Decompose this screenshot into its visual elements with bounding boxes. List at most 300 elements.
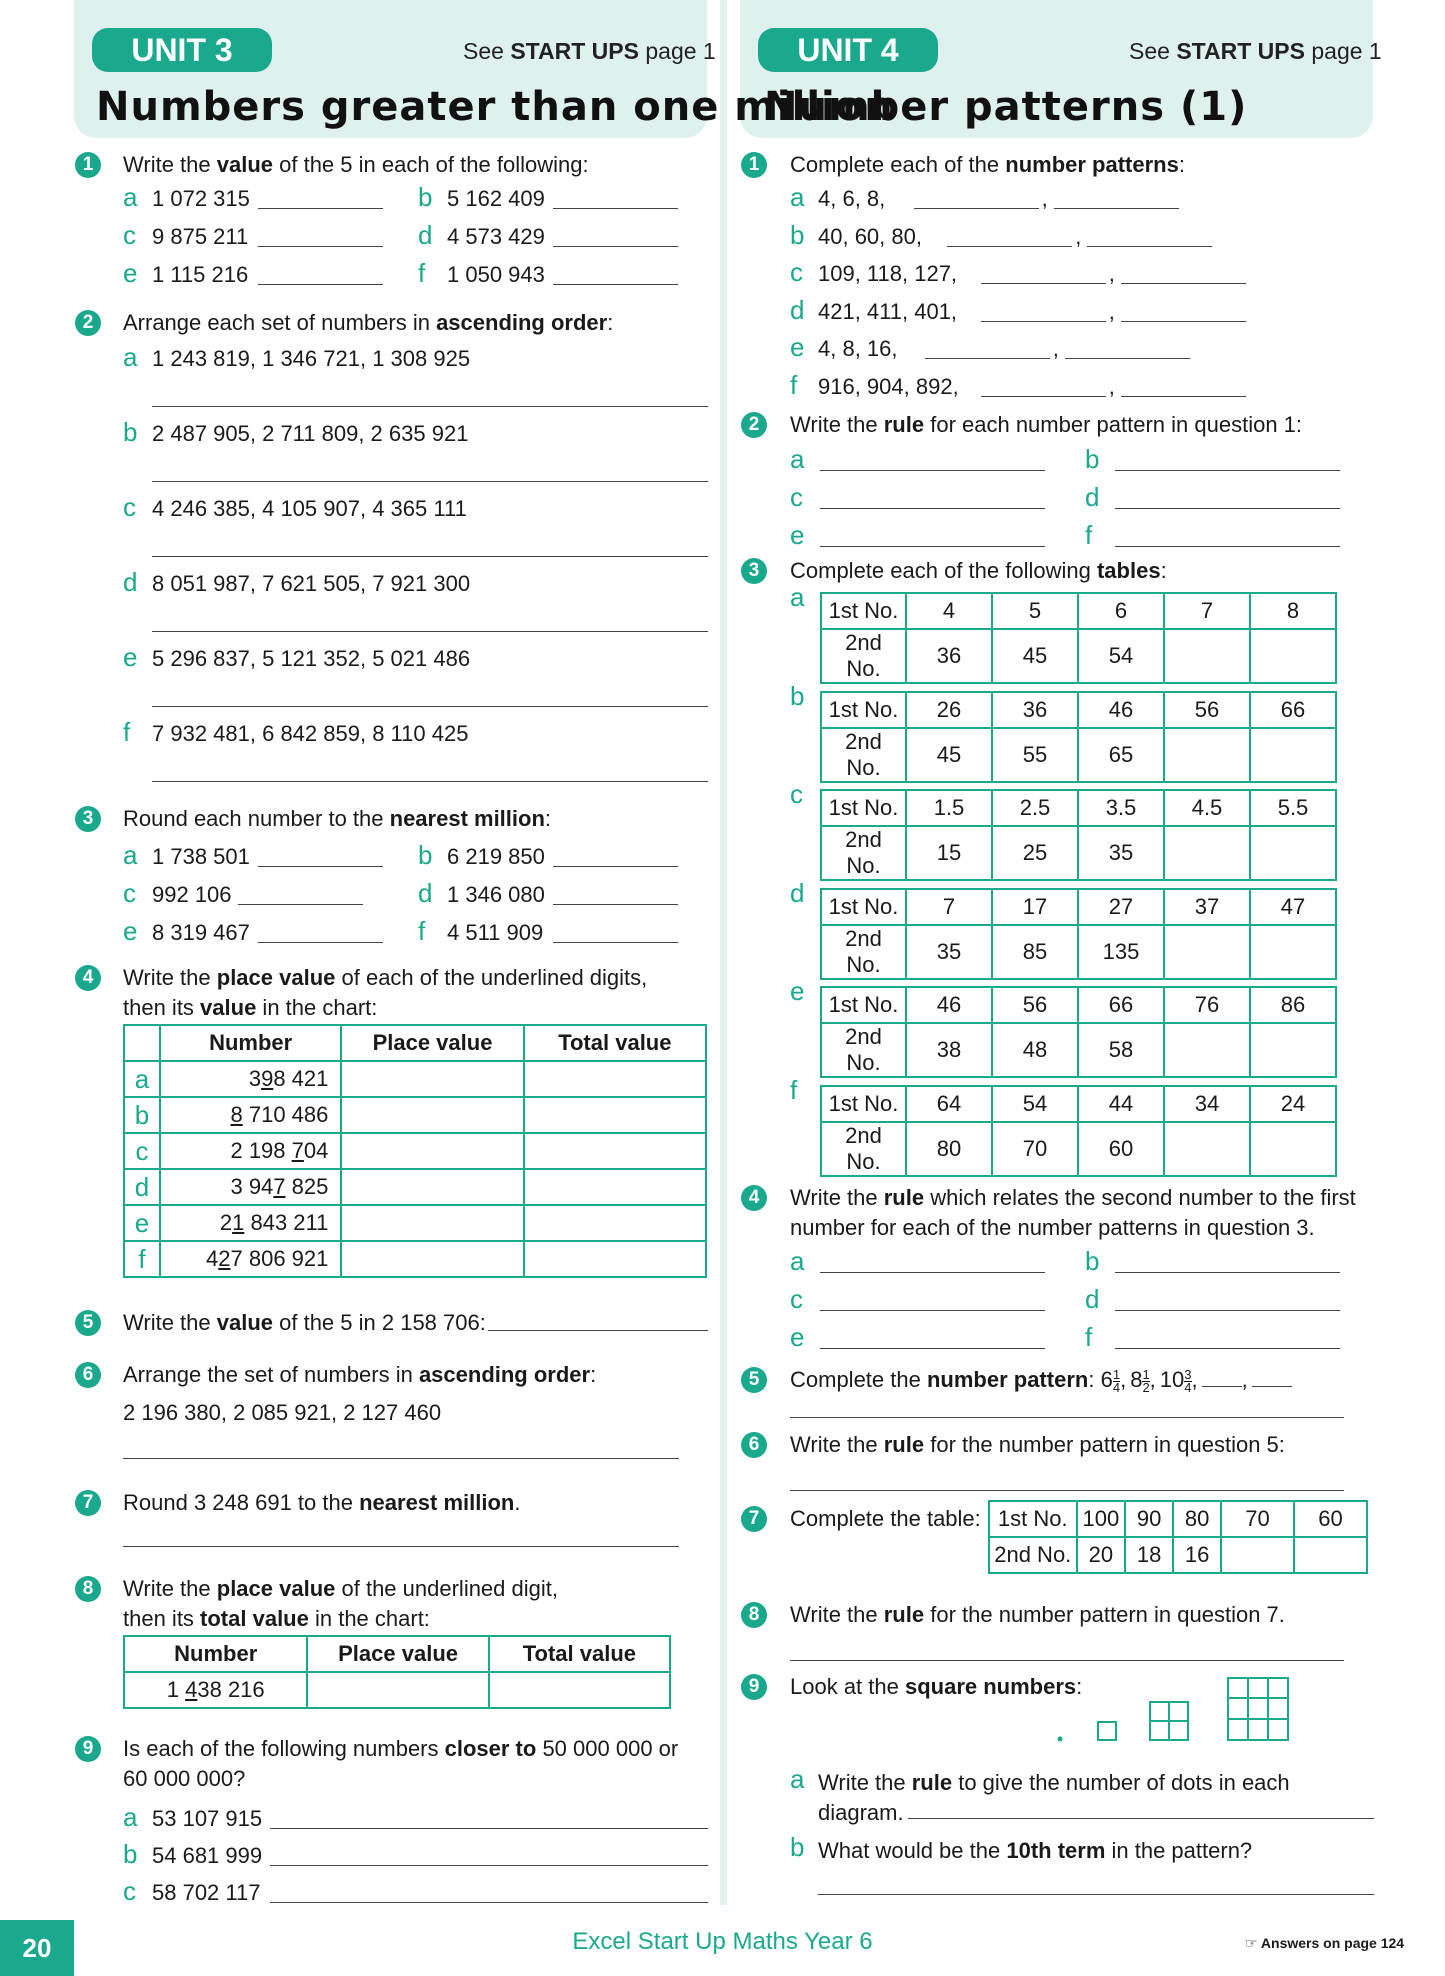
question-text: Complete each of the number patterns:: [790, 152, 1185, 177]
question-text: Write the rule for each number pattern in question 1:: [790, 412, 1303, 437]
number-cell: 1 438 216: [124, 1672, 307, 1708]
question-text: Arrange each set of numbers in ascending order:: [123, 310, 614, 335]
table-row: [989, 1501, 1367, 1537]
value-cell: 24: [1250, 1086, 1336, 1122]
question-text: Write the place value of each of the underlined digits,: [123, 965, 648, 990]
answer-line[interactable]: [258, 284, 383, 285]
number-pattern: 4, 6, 8,: [818, 186, 886, 211]
question-text: then its value in the chart:: [123, 995, 378, 1020]
answer-line[interactable]: [1065, 358, 1190, 359]
value-cell: 45: [906, 728, 992, 782]
item-letter: f: [418, 258, 426, 288]
question-number: 9: [75, 1736, 101, 1762]
answer-line[interactable]: [258, 246, 383, 247]
comma: ,: [1108, 261, 1115, 286]
answer-line[interactable]: [820, 470, 1045, 471]
unit-title: Number patterns (1): [764, 84, 1248, 130]
row-letter: b: [124, 1097, 160, 1133]
table-row: [124, 1133, 706, 1169]
value-cell: 45: [992, 629, 1078, 683]
answer-line[interactable]: [1115, 1310, 1340, 1311]
question-text: Write the place value of the underlined digit,: [123, 1576, 558, 1601]
unit-title: Numbers greater than one million: [96, 84, 894, 130]
question-number: 4: [741, 1185, 767, 1211]
answer-line[interactable]: [123, 1458, 679, 1459]
table-row: [821, 728, 1336, 782]
answer-line[interactable]: [553, 208, 678, 209]
value-cell: 56: [992, 987, 1078, 1023]
fraction: $\frac{3}{4}$: [1184, 1366, 1192, 1395]
item-letter: b: [1085, 444, 1100, 474]
fraction: $\frac{1}{2}$: [1142, 1366, 1150, 1395]
row-letter: c: [124, 1133, 160, 1169]
question-text: then its total value in the chart:: [123, 1606, 430, 1631]
answer-cell[interactable]: [307, 1672, 488, 1708]
answer-cell[interactable]: [1250, 1122, 1336, 1176]
page-number: 20: [0, 1920, 74, 1976]
value-cell: 6: [1078, 593, 1164, 629]
row-letter: d: [124, 1169, 160, 1205]
value-cell: 135: [1078, 925, 1164, 979]
number-cell: 21 843 211: [160, 1205, 341, 1241]
answer-line[interactable]: [1115, 470, 1340, 471]
column-header: Number: [160, 1025, 341, 1061]
table-row: [821, 1086, 1336, 1122]
item-letter: f: [123, 717, 131, 747]
item-letter: b: [123, 417, 138, 447]
answer-line[interactable]: [152, 481, 708, 482]
answer-line[interactable]: [981, 396, 1106, 397]
mixed-number: 10: [1159, 1367, 1185, 1392]
answer-line[interactable]: [820, 1272, 1045, 1273]
value-cell: 38: [906, 1023, 992, 1077]
answer-line[interactable]: [1087, 246, 1212, 247]
comma: ,: [1108, 373, 1115, 399]
value-cell: 80: [906, 1122, 992, 1176]
value-cell: 36: [992, 692, 1078, 728]
value-cell: 7: [906, 889, 992, 925]
table-row: [124, 1061, 706, 1097]
answer-line[interactable]: [981, 321, 1106, 322]
value-cell: 54: [1078, 629, 1164, 683]
item-value: 58 702 117: [152, 1880, 261, 1905]
pointing-hand-icon: ☞: [1245, 1935, 1261, 1951]
item-letter: b: [1085, 1246, 1100, 1276]
item-letter: b: [123, 1839, 138, 1869]
table-row: [821, 1023, 1336, 1077]
item-letter: e: [123, 258, 138, 288]
comma: ,: [1149, 1367, 1156, 1392]
table-row: [821, 889, 1336, 925]
question-text: Look at the square numbers:: [790, 1674, 1083, 1699]
answer-line[interactable]: [820, 508, 1045, 509]
value-cell: 3.5: [1078, 790, 1164, 826]
item-value: 4 573 429: [447, 224, 545, 249]
question-text: Write the rule which relates the second number to the first: [790, 1185, 1356, 1210]
item-letter: b: [790, 219, 805, 250]
value-cell: 18: [1125, 1537, 1173, 1573]
answers-reference: ☞ Answers on page 124: [1245, 1935, 1405, 1951]
answer-line[interactable]: [1054, 208, 1179, 209]
table-row: [124, 1205, 706, 1241]
pattern-table: [820, 789, 1337, 881]
value-cell: 8: [1250, 593, 1336, 629]
answer-line[interactable]: [818, 1894, 1374, 1895]
answer-cell[interactable]: [524, 1061, 706, 1097]
answer-cell[interactable]: [1164, 826, 1250, 880]
item-value: 53 107 915: [152, 1806, 263, 1831]
answer-cell[interactable]: [524, 1169, 706, 1205]
answer-cell[interactable]: [341, 1205, 523, 1241]
answer-line[interactable]: [790, 1490, 1344, 1491]
see-start-ups: See START UPS page 1: [1129, 38, 1382, 64]
value-cell: 4.5: [1164, 790, 1250, 826]
answer-cell[interactable]: [1164, 629, 1250, 683]
answer-line[interactable]: [270, 1902, 708, 1903]
item-letter: a: [123, 342, 138, 372]
answer-line[interactable]: [908, 1818, 1374, 1819]
answer-cell[interactable]: [524, 1133, 706, 1169]
item-letter: e: [790, 332, 805, 362]
answer-cell[interactable]: [1164, 925, 1250, 979]
value-cell: 58: [1078, 1023, 1164, 1077]
comma: ,: [1041, 186, 1048, 211]
question-number: 6: [741, 1432, 767, 1458]
answer-cell[interactable]: [1250, 728, 1336, 782]
answer-cell[interactable]: [341, 1061, 523, 1097]
answer-line[interactable]: [152, 631, 708, 632]
answer-cell[interactable]: [1294, 1537, 1367, 1573]
square-numbers-diagram: [1050, 1672, 1300, 1752]
answer-cell[interactable]: [1164, 1122, 1250, 1176]
value-cell: 17: [992, 889, 1078, 925]
question-text: Write the rule for the number pattern in question 7.: [790, 1602, 1285, 1627]
answer-cell[interactable]: [341, 1241, 523, 1277]
pattern-table: [988, 1500, 1368, 1574]
comma: ,: [1120, 1367, 1127, 1392]
value-cell: 35: [1078, 826, 1164, 880]
table-row: [989, 1537, 1367, 1573]
item-letter: a: [123, 840, 138, 870]
answer-line[interactable]: [258, 866, 383, 867]
value-cell: 66: [1078, 987, 1164, 1023]
number-set: 5 296 837, 5 121 352, 5 021 486: [152, 646, 471, 671]
value-cell: 1.5: [906, 790, 992, 826]
item-value: 1 115 216: [152, 262, 249, 287]
answer-line[interactable]: [820, 546, 1045, 547]
row-header: 2nd No.: [821, 1122, 906, 1176]
number-set: 4 246 385, 4 105 907, 4 365 111: [152, 496, 467, 521]
value-cell: 5.5: [1250, 790, 1336, 826]
answer-blank[interactable]: [1202, 1386, 1242, 1387]
number-cell: 427 806 921: [160, 1241, 341, 1277]
answer-cell[interactable]: [341, 1097, 523, 1133]
comma: ,: [1075, 223, 1082, 249]
row-header: 2nd No.: [821, 826, 906, 880]
column-header: Total value: [489, 1636, 670, 1672]
question-number: 6: [75, 1362, 101, 1388]
value-cell: 44: [1078, 1086, 1164, 1122]
table-row: [821, 692, 1336, 728]
value-cell: 46: [1078, 692, 1164, 728]
row-header: 2nd No.: [821, 728, 906, 782]
answer-line[interactable]: [914, 208, 1039, 209]
question-text: Arrange the set of numbers in ascending order:: [123, 1362, 597, 1387]
pattern-table: [820, 592, 1337, 684]
item-letter: a: [790, 444, 805, 474]
row-header: 1st No.: [821, 790, 906, 826]
answer-line[interactable]: [553, 942, 678, 943]
answer-line[interactable]: [238, 904, 363, 905]
fraction: $\frac{1}{4}$: [1112, 1366, 1121, 1395]
question-number: 5: [741, 1367, 767, 1393]
table-letter: f: [790, 1074, 798, 1105]
answer-cell[interactable]: [1164, 728, 1250, 782]
item-value: 5 162 409: [447, 186, 545, 211]
table-row: [821, 790, 1336, 826]
number-cell: 8 710 486: [160, 1097, 341, 1133]
row-header: 1st No.: [821, 889, 906, 925]
answer-line[interactable]: [123, 1546, 679, 1547]
unit-badge: UNIT 4: [758, 28, 938, 72]
answer-line[interactable]: [488, 1330, 708, 1331]
value-cell: 46: [906, 987, 992, 1023]
answer-line[interactable]: [1115, 508, 1340, 509]
answer-line[interactable]: [553, 904, 678, 905]
number-pattern: 421, 411, 401,: [818, 298, 958, 324]
answer-line[interactable]: [1121, 321, 1246, 322]
item-letter: d: [418, 878, 433, 908]
row-letter: a: [124, 1061, 160, 1097]
answer-cell[interactable]: [341, 1169, 523, 1205]
answer-line[interactable]: [925, 358, 1050, 359]
answer-line[interactable]: [790, 1417, 1344, 1418]
value-cell: 20: [1077, 1537, 1126, 1573]
value-cell: 65: [1078, 728, 1164, 782]
item-value: 992 106: [152, 882, 232, 907]
question-number: 2: [741, 412, 767, 438]
item-letter: d: [1085, 1284, 1100, 1314]
value-cell: 26: [906, 692, 992, 728]
question-number: 1: [741, 152, 767, 178]
value-cell: 54: [992, 1086, 1078, 1122]
number-set: 7 932 481, 6 842 859, 8 110 425: [152, 721, 469, 746]
item-letter: e: [790, 520, 805, 550]
answer-cell[interactable]: [1221, 1537, 1294, 1573]
question-number: 3: [741, 558, 767, 584]
answer-line[interactable]: [790, 1660, 1344, 1661]
question-text: What would be the 10th term in the pattern?: [818, 1838, 1253, 1863]
question-text: 60 000 000?: [123, 1766, 246, 1791]
table-row: [821, 593, 1336, 629]
answer-line[interactable]: [270, 1828, 708, 1829]
comma: ,: [1191, 1367, 1198, 1392]
value-cell: 66: [1250, 692, 1336, 728]
value-cell: 48: [992, 1023, 1078, 1077]
question-number: 9: [741, 1674, 767, 1700]
item-value: 9 875 211: [152, 224, 249, 249]
item-letter: f: [1085, 520, 1093, 550]
answer-line[interactable]: [553, 284, 678, 285]
row-header: 1st No.: [821, 692, 906, 728]
item-value: 1 738 501: [152, 844, 250, 869]
table-row: [124, 1169, 706, 1205]
answer-line[interactable]: [820, 1310, 1045, 1311]
value-cell: 15: [906, 826, 992, 880]
question-text: number for each of the number patterns in question 3.: [790, 1215, 1315, 1240]
item-value: 4 511 909: [447, 920, 544, 945]
value-cell: 76: [1164, 987, 1250, 1023]
item-letter: d: [123, 567, 138, 597]
item-letter: e: [790, 1322, 805, 1352]
answer-line[interactable]: [1121, 283, 1246, 284]
item-letter: f: [1085, 1322, 1093, 1352]
number-pattern: 916, 904, 892,: [818, 373, 959, 399]
pattern-table: [820, 1085, 1337, 1177]
comma: ,: [1241, 1367, 1248, 1392]
row-letter: e: [124, 1205, 160, 1241]
row-header: 2nd No.: [989, 1537, 1077, 1573]
answer-line[interactable]: [270, 1865, 708, 1866]
value-cell: 70: [1221, 1501, 1294, 1537]
number-cell: 2 198 704: [160, 1133, 341, 1169]
answer-line[interactable]: [152, 706, 708, 707]
answer-cell[interactable]: [524, 1241, 706, 1277]
item-letter: c: [123, 878, 136, 908]
item-value: 1 346 080: [447, 882, 545, 907]
question-text: Write the rule for the number pattern in question 5:: [790, 1432, 1285, 1457]
value-cell: 37: [1164, 889, 1250, 925]
question-text: Write the value of the 5 in each of the following:: [123, 152, 589, 177]
table-letter: e: [790, 976, 805, 1006]
answer-blank[interactable]: [1252, 1386, 1292, 1387]
item-letter: d: [1085, 482, 1100, 512]
value-cell: 16: [1173, 1537, 1221, 1573]
item-letter: a: [123, 182, 138, 212]
table-row: [821, 826, 1336, 880]
answer-line[interactable]: [1121, 396, 1246, 397]
answer-line[interactable]: [152, 781, 708, 782]
answer-cell[interactable]: [341, 1133, 523, 1169]
comma: ,: [1052, 336, 1059, 361]
item-letter: d: [790, 294, 805, 325]
question-number: 8: [75, 1576, 101, 1602]
number-cell: 398 421: [160, 1061, 341, 1097]
pattern-table: [820, 986, 1337, 1078]
number-set: 2 487 905, 2 711 809, 2 635 921: [152, 421, 469, 446]
value-cell: 2.5: [992, 790, 1078, 826]
value-cell: 64: [906, 1086, 992, 1122]
item-letter: c: [790, 482, 803, 512]
answer-cell[interactable]: [1250, 629, 1336, 683]
value-cell: 47: [1250, 889, 1336, 925]
item-letter: c: [790, 257, 803, 287]
value-cell: 25: [992, 826, 1078, 880]
number-set: 2 196 380, 2 085 921, 2 127 460: [123, 1400, 442, 1425]
answer-line[interactable]: [152, 406, 708, 407]
value-cell: 86: [1250, 987, 1336, 1023]
answer-cell[interactable]: [524, 1205, 706, 1241]
number-pattern: 4, 8, 16,: [818, 336, 898, 361]
place-value-chart: [123, 1024, 707, 1278]
answer-cell[interactable]: [524, 1097, 706, 1133]
row-header: 1st No.: [821, 987, 906, 1023]
column-header: Place value: [341, 1025, 523, 1061]
item-letter: e: [123, 916, 138, 946]
answer-line[interactable]: [947, 246, 1072, 247]
row-header: 2nd No.: [821, 629, 906, 683]
pattern-table: [820, 691, 1337, 783]
pattern-table: [820, 888, 1337, 980]
answer-line[interactable]: [553, 866, 678, 867]
column-header: Place value: [307, 1636, 488, 1672]
answer-cell[interactable]: [489, 1672, 670, 1708]
value-cell: 35: [906, 925, 992, 979]
answer-line[interactable]: [820, 1348, 1045, 1349]
answer-cell[interactable]: [1250, 826, 1336, 880]
value-cell: 5: [992, 593, 1078, 629]
number-set: 1 243 819, 1 346 721, 1 308 925: [152, 346, 471, 371]
answer-cell[interactable]: [1250, 1023, 1336, 1077]
value-cell: 34: [1164, 1086, 1250, 1122]
row-header: 1st No.: [821, 1086, 906, 1122]
row-letter: f: [124, 1241, 160, 1277]
number-pattern: 40, 60, 80,: [818, 223, 922, 249]
answer-line[interactable]: [981, 283, 1106, 284]
item-letter: f: [790, 369, 798, 400]
answer-line[interactable]: [553, 246, 678, 247]
answer-cell[interactable]: [1164, 1023, 1250, 1077]
value-cell: 60: [1294, 1501, 1367, 1537]
table-letter: a: [790, 582, 805, 612]
value-cell: 60: [1078, 1122, 1164, 1176]
answer-line[interactable]: [1115, 1272, 1340, 1273]
answer-line[interactable]: [1115, 546, 1340, 547]
value-cell: 90: [1125, 1501, 1173, 1537]
value-cell: 55: [992, 728, 1078, 782]
unit-badge: UNIT 3: [92, 28, 272, 72]
item-value: 1 050 943: [447, 262, 545, 287]
answer-line[interactable]: [152, 556, 708, 557]
value-cell: 4: [906, 593, 992, 629]
mixed-number: 8: [1130, 1367, 1143, 1392]
item-letter: b: [418, 182, 433, 212]
mixed-number: 6: [1100, 1367, 1113, 1392]
item-letter: c: [790, 1284, 803, 1314]
item-letter: e: [123, 642, 138, 672]
table-row: [821, 629, 1336, 683]
answer-line[interactable]: [258, 942, 383, 943]
answer-cell[interactable]: [1250, 925, 1336, 979]
question-number: 4: [75, 965, 101, 991]
question-text: diagram.: [818, 1800, 904, 1825]
value-cell: 27: [1078, 889, 1164, 925]
question-number: 8: [741, 1602, 767, 1628]
value-cell: 70: [992, 1122, 1078, 1176]
item-letter: f: [418, 916, 426, 946]
item-value: 54 681 999: [152, 1843, 263, 1868]
table-row: [821, 987, 1336, 1023]
question-text: Complete the number pattern: 6 $\frac{1}{4}$ , 8 $\frac{1}{2}$ , 10 $\frac{3}{4}$ , ,: [790, 1367, 1292, 1394]
item-letter: a: [123, 1802, 138, 1832]
table-letter: c: [790, 779, 803, 809]
answer-line[interactable]: [258, 208, 383, 209]
answer-line[interactable]: [1115, 1348, 1340, 1349]
number-set: 8 051 987, 7 621 505, 7 921 300: [152, 571, 471, 596]
value-cell: 80: [1173, 1501, 1221, 1537]
question-text: Round each number to the nearest million:: [123, 806, 552, 831]
question-number: 3: [75, 806, 101, 832]
